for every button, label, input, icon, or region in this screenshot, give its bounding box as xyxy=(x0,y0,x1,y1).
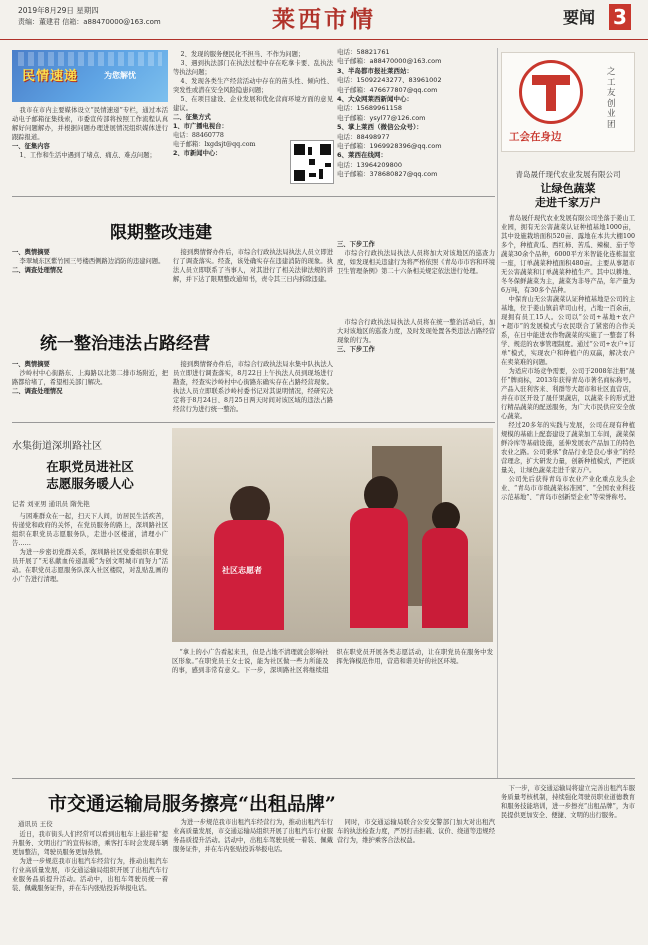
story3-col1: 与困难群众在一起，扫天下人间，访居民生活疾苦，传递党和政府的关怀，在党员服务的路上，深圳路社区组织在职党员志愿服务队，走进小区楼道，清理小广告…… 为进一步密切党群关系，深圳路社区党委组织在职党员开展了“无私献血传递温暖”为创文明城市而努力”活动。在职党员志愿服务队深入社区楼院，对乱贴乱画的小广告进行清理。 xyxy=(12,513,168,583)
contact-list: 电话：58821761 电子邮箱：a88470000@163.com 3、半岛都市报社莱西站： 电话：15092243277、83961002 电子邮箱：476677807@qq.com 4、大众网莱西新闻中心： 电话：15689961158 电子邮箱：ysyl77@126.com 5、掌上莱西（微信公众号）： 电话：88498977 电子邮箱：1969928396@qq.com 6、莱西在线网： 电话：13964209800 电子邮箱：378680827@qq.com xyxy=(337,48,442,179)
story1-col1: 一、舆情摘要 李翠城东区紫竹园三号楼西侧路边消防的违建问题。 二、调查处理情况 xyxy=(12,249,165,274)
story2-col2: 接到舆情督办件后，市综合行政执法局水集中队执法人员立即进行调查落实，8月22日上午执法人员到现场进行勘查，经查实沙岭村中心街路东确实存在占路经营现象。执法人员立即联系沙岭村委书记对其说明情况，经研究决定将于8月24日、8月25日两天时间对该区域的违法占路经营行为进行统一整治。 xyxy=(173,361,333,413)
story4-headline: 市交通运输局服务擦亮“出租品牌” xyxy=(48,793,336,815)
vest-label: 社区志愿者 xyxy=(222,566,262,575)
story3-byline: 记者 刘亚男 通讯员 隋先艳 xyxy=(12,500,90,508)
qr-code[interactable] xyxy=(290,140,334,184)
story4-col4: 下一步，市交通运输局将建立完善出租汽车服务质量考核机制，持续强化驾驶员职业道德教育和服务技能培训，进一步擦亮“出租品牌”，为市民提供更加安全、便捷、文明的出行服务。 xyxy=(501,785,635,819)
union-label: 工会在身边 xyxy=(509,131,562,143)
union-article: 青岛晟仟现代农业发展有限公司坐落于姜山工业园，拥有无公害蔬菜认证种植基地1000亩，其中设施栽培面积520亩、露地在本共大棚100多个，种植黄瓜、西红柿、苦瓜、辣椒、茄子等蔬菜30余个品种，6000平方米智能化连栋温室一座，订单蔬菜种植面积480亩。主要从事超市无公害蔬菜和订单蔬菜种植生产。其中以耕地、冬冬保鲜蔬菜为主，蔬菜为非导产品，年产量为6万吨，有30多个品种。 中保育山无公害蔬菜认证种植基地是公司的主基地，位于姜山镇前辈司山村，占地一百余亩，现拥有员工15人。公司以“公司+基地+农户+超市”的发展模式与农民联合了紧密的合作关系，在日中能进农作物蔬菜的实施了一整套了科学、规范的农事管理制度。通过“公司+农户+订单”模式，实现农户和种植户的双赢，解决农户在卖菜难的问题。 为适应市场竞争需要，公司于2008年注册“晟仟”牌商标，2013年获得青岛市著名商标称号。产品入驻利客来、利群等大超市和社区直营店，并在市区开设了晟仟果蔬店，以蔬菜卡的形式进行精品蔬菜的配送服务，为广大市民供应安全放心蔬菜。 经过20多年的实践与发展，公司在现有种植规模的基础上配套建设了蔬菜加工车间，蔬菜保鲜冷库等基础设施，延伸发展农产品加工的特色农业之路。公司秉承“食品行业是良心事业”的经营理念，扩大研发力量，创新种植模式，严把质量关，让绿色蔬菜走进千家万户。 公司先后获得青岛市农业产业化重点龙头企业、“青岛市市级蔬菜标准园”、“全国农业科技示范基地”、“青岛市创新型企业”等荣誉称号。 xyxy=(501,215,635,501)
story4-col3: 同时，市交通运输局联合公安交警部门加大对出租汽车的执法检查力度，严厉打击拒载、议价、绕道等违规经营行为，维护乘客合法权益。 xyxy=(337,819,495,844)
column-label: 之工友创业团 xyxy=(607,67,616,130)
story4-byline: 通讯员 王佼 xyxy=(18,820,53,828)
story1-col2: 接到舆情督办件后，市综合行政执法局执法人员立即进行了调查落实。经查，该处确实存在违建消防的现象。执法人员立即联系了当事人，对其进行了相关法律法规的讲解，并下达了限期整改通知书，责令其三日内拆除违建。 xyxy=(173,249,333,283)
union-emblem-icon xyxy=(519,60,583,124)
hotline-intro: 我市在市内主要媒体设立“民情速递”专栏，通过本活动电子邮箱征集线索，市委宣传部将按照工作流程认真解好问题解办，并根据问题办理进展情况组织媒体进行跟踪报道。 一、征集内容 1、工作和生活中遇到了堵点、痛点、难点问题； xyxy=(12,107,168,159)
story1-col3: 三、下步工作 市综合行政执法局执法人员将加大对该地区的巡查力度，如发现相关违建行为将严格依照《青岛市市容和环境卫生管理条例》第二十六条相关规定依法进行处理。 xyxy=(337,241,495,275)
union-headline: 让绿色蔬菜 走进千家万户 xyxy=(535,182,601,209)
banner-subtitle: 为您解忧 xyxy=(104,71,136,80)
skyline-graphic xyxy=(18,52,162,66)
story3-headline: 在职党员进社区 志愿服务暖人心 xyxy=(46,459,134,491)
story4-col2: 为进一步规范我市出租汽车经营行为，推动出租汽车行业高质量发展，市交通运输局组织开展了出租汽车行业服务品质提升活动。活动中，出租车驾驶员统一着装、佩戴服务证件，并在车内张贴投诉举报电话。 xyxy=(173,819,333,853)
page-number: 3 xyxy=(609,4,631,30)
issue-date: 2019年8月29日 星期四 xyxy=(18,6,99,15)
masthead xyxy=(0,0,648,40)
section-title: 要闻 xyxy=(563,8,596,27)
union-kicker: 青岛晟仟现代农业发展有限公司 xyxy=(515,170,621,179)
story2-col3: 市综合行政执法局执法人员将在统一整治活动后，加大对该地区的巡查力度，及时发现处置各类违法占路经营现象的行为。 三、下步工作 xyxy=(337,319,495,353)
editor-info: 责编：董建君 信箱：a88470000@163.com xyxy=(18,18,161,26)
story1-headline: 限期整改违建 xyxy=(110,223,212,243)
story2-col1: 一、舆情摘要 沙岭村中心街路东、上海路以北第二排市场附近，把路都给堵了，希望相关部门解决。 二、调查处理情况 xyxy=(12,361,168,395)
hotline-banner xyxy=(12,50,168,102)
union-feature-box xyxy=(501,52,635,152)
story3-kicker: 水集街道深圳路社区 xyxy=(12,441,102,452)
story3-col2: “拿上的小广告看起来丑，但是占地不清理就会影响社区形象。”在职党员王女士说，能为社区做一些力所能及的事，感到非常有意义。下一步，深圳路社区将继续组织在职党员开展各类志愿活动，让在职党员在服务中发挥先锋模范作用，营造和谐美好的社区环境。 xyxy=(172,649,493,674)
newspaper-logo: 莱西市情 xyxy=(272,6,376,33)
story2-headline: 统一整治违法占路经营 xyxy=(40,334,210,354)
hotline-items: 2、发现的服务便民化不担当、不作为问题； 3、遇到执法部门在执法过程中存在吃拿卡要、乱执法等执法问题； 4、发现各类生产经营活动中存在的苗头性、倾向性、突发性或潜在安全风险隐患问题； 5、在项目建设、企业发展和优化营商环境方面的意见建议。 二、征集方式 1、市广播电视台： 电话：88460778 电子邮箱：lxgdsjt@qq.com 2、市新闻中心： xyxy=(173,51,333,157)
volunteer-photo xyxy=(172,428,493,642)
banner-title: 民情速递 xyxy=(22,69,79,84)
story4-col1: 近日，我市街头人们经常可以看到出租车上悬挂着“提升服务、文明出行”的宣传标语，乘客打车时会发现车辆更加整洁，驾驶员服务更加热情。 为进一步规范我市出租汽车经营行为，推动出租汽车行业高质量发展，市交通运输局组织开展了出租汽车行业服务品质提升活动。活动中，出租车驾驶员统一着装、佩戴服务证件，并在车内张贴投诉举报电话。 xyxy=(12,831,168,892)
